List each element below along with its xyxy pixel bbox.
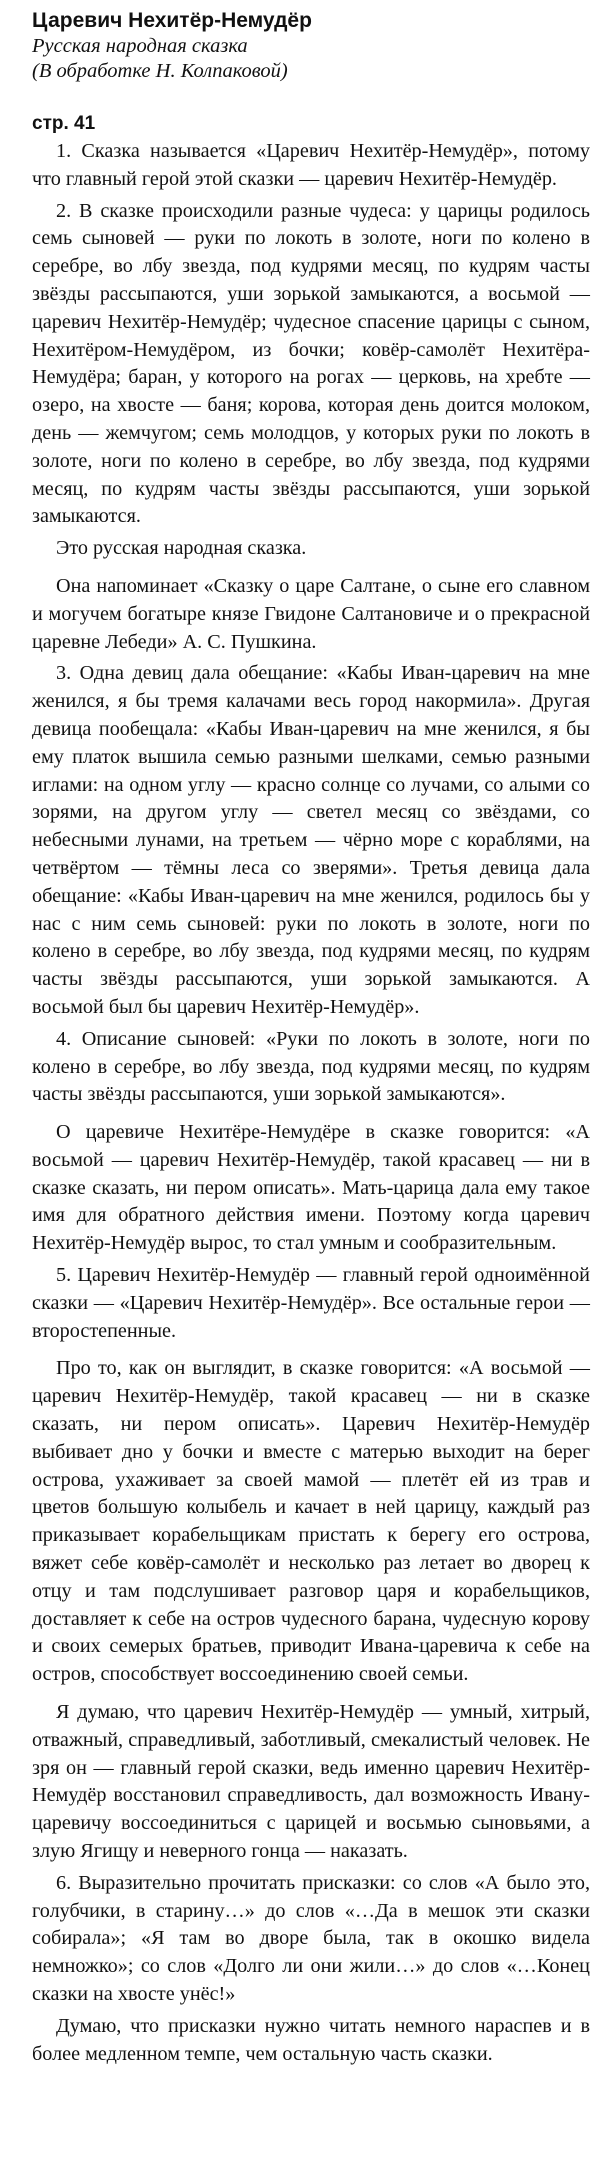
answer-2-paragraph: 2. В сказке происходили разные чудеса: у царицы родилось семь сыновей — руки по локоть в золоте, ноги по колено в серебре, во лбу звезда, под кудрями месяц, по кудрям часты звёзды рассыпаются, уши зорькой замыкаются, а восьмой — царевич Нехитёр-Немудёр; чудесное спасение царицы с сыном, Нехитёром-Немудёром, из бочки; ковёр-самолёт Нехитёра-Немудёра; баран, у которого на рогах — церковь, на хребте — озеро, на хвосте — баня; корова, которая день доится молоком, день — жемчугом; семь молодцов, у которых руки по локоть в золоте, ноги по колено в серебре, во лбу звезда, под кудрями месяц, по кудрям часты звёзды рассыпаются, уши зорькой замыкаются. — [32, 199, 590, 528]
answer-4-name-explanation: О царевиче Нехитёре-Немудёре в сказке говорится: «А восьмой — царевич Нехитёр-Немудёр, такой красавец — ни в сказке сказать, ни пером описать». Мать-царица дала ему такое имя для обратного действия имени. Поэтому когда царевич Нехитёр-Немудёр вырос, то стал умным и сообразительным. — [32, 1121, 590, 1255]
answer-4-paragraph: 4. Описание сыновей: «Руки по локоть в золоте, ноги по колено в серебре, во лбу звезда, под кудрями месяц, по кудрям часты звёзды рассыпаются, уши зорькой замыкаются». — [32, 1027, 590, 1106]
answer-5-paragraph: 5. Царевич Нехитёр-Немудёр — главный герой одноимённой сказки — «Царевич Нехитёр-Немудёр». Все остальные герои — второстепенные. — [32, 1264, 590, 1342]
answer-5-appearance: Про то, как он выглядит, в сказке говорится: «А восьмой — царевич Нехитёр-Немудёр, такой красавец — ни в сказке сказать, ни пером описать». Царевич Нехитёр-Немудёр выбивает дно у бочки и вместе с матерью выходит на берег острова, ухаживает за своей мамой — плетёт ей из трав и цветов большую колыбель и качает в ней царицу, каждый раз приказывает корабельщикам пристать к берегу его острова, вяжет себе ковёр-самолёт и несколько раз летает во дворец к отцу и там подслушивает разговор царя и корабельщиков, доставляет к себе на остров чудесного барана, чудесную корову и своих семерых братьев, приводит Ивана-царевича к себе на остров, способствует воссоединению своей семьи. — [32, 1357, 590, 1686]
answer-2-comparison: Она напоминает «Сказку о царе Салтане, о сыне его славном и могучем богатыре князе Гвидоне Салтановиче и о прекрасной царевне Лебеди» А. С. Пушкина. — [32, 574, 590, 653]
story-adaptation: (В обработке Н. Колпаковой) — [32, 60, 288, 82]
answer-6-paragraph: 6. Выразительно прочитать присказки: со слов «А было это, голубчики, в старину…» до слов «…Да в мешок эти сказки собирала»; «Я там во дворе была, так в окошко видела немножко»; со слов «Долго ли они жили…» до слов «…Конец сказки на хвосте унёс!» — [32, 1871, 590, 2005]
answer-2-conclusion: Это русская народная сказка. — [56, 537, 307, 560]
answer-1-paragraph: 1. Сказка называется «Царевич Нехитёр-Немудёр», потому что главный герой этой сказки — царевич Нехитёр-Немудёр. — [32, 140, 590, 190]
page-number-label: стр. 41 — [32, 113, 96, 134]
answer-5-opinion: Я думаю, что царевич Нехитёр-Немудёр — умный, хитрый, отважный, справедливый, заботливый, смекалистый человек. Не зря он — главный герой сказки, ведь именно царевич Нехитёр-Немудёр восстановил справедливость, дал возможность Ивану-царевичу воссоединиться с царицей и восьмью сыновьями, а злую Ягищу и неверного гонца — наказать. — [32, 1701, 590, 1863]
answer-6-reading-advice: Думаю, что присказки нужно читать немного нараспев и в более медленном темпе, чем остальную часть сказки. — [32, 2014, 590, 2065]
answer-3-paragraph: 3. Одна девиц дала обещание: «Кабы Иван-царевич на мне женился, я бы тремя калачами весь город накормила». Другая девица пообещала: «Кабы Иван-царевич на мне женился, я бы ему платок вышила семью разными шелками, семью разными иглами: на одном углу — красно солнце со лучами, со алыми со зорями, на другом углу — светел месяц со звёздами, со небесными лунами, на третьем — чёрно море с кораблями, на четвёртом — тёмны леса со зверями». Третья девица дала обещание: «Кабы Иван-царевич на мне женился, родилось бы у нас с ним семь сыновей: руки по локоть в золоте, ноги по колено в серебре, во лбу звезда, под кудрями месяц, по кудрям часты звёзды рассыпаются, уши зорькой замыкаются. А восьмой был бы царевич Нехитёр-Немудёр». — [32, 662, 590, 1018]
story-title: Царевич Нехитёр-Немудёр — [32, 9, 312, 32]
story-genre: Русская народная сказка — [32, 35, 248, 57]
